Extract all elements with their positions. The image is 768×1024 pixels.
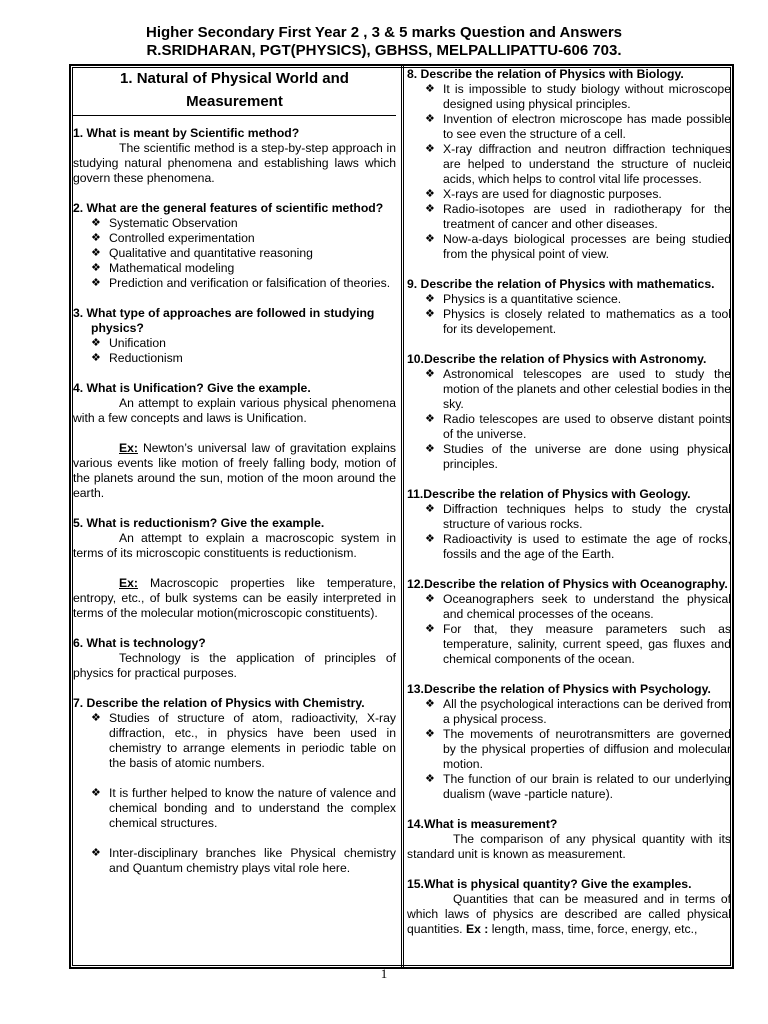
mathematics-list bbox=[407, 292, 731, 337]
right-column bbox=[407, 67, 731, 937]
psychology-list bbox=[407, 697, 731, 802]
bullet-icon: ❖ bbox=[425, 773, 435, 785]
list-item: ❖ Reductionism bbox=[91, 351, 183, 365]
bullet-icon: ❖ bbox=[425, 293, 435, 305]
bullet-icon: ❖ bbox=[425, 728, 435, 740]
list-item: ❖ X-rays are used for diagnostic purposes. bbox=[425, 187, 662, 201]
document-header-title: Higher Secondary First Year 2 , 3 & 5 marks Question and Answers bbox=[145, 24, 622, 41]
answer-14: The comparison of any physical quantity with its standard unit is known as measurement. bbox=[407, 832, 731, 861]
question-11: 11.Describe the relation of Physics with Geology. bbox=[407, 487, 691, 501]
chapter-title: 1. Natural of Physical World and Measurement bbox=[73, 67, 396, 116]
bullet-icon: ❖ bbox=[91, 232, 101, 244]
question-5: 5. What is reductionism? Give the example. bbox=[73, 516, 325, 530]
list-item: ❖ It is impossible to study biology without microscope designed using physical principles. bbox=[425, 82, 731, 111]
list-item: ❖ Studies of structure of atom, radioactivity, X-ray diffraction, etc., in physics have been used in chemistry to arrange elements in periodic table on the basis of atomic numbers. bbox=[91, 711, 396, 770]
bullet-icon: ❖ bbox=[91, 337, 101, 349]
question-6: 6. What is technology? bbox=[73, 636, 206, 650]
list-item: ❖ Prediction and verification or falsification of theories. bbox=[91, 276, 391, 290]
bullet-icon: ❖ bbox=[425, 533, 435, 545]
list-item: ❖ X-ray diffraction and neutron diffraction techniques are helped to understand the structure of nucleic acids, which helps to control vital life processes. bbox=[425, 142, 731, 186]
left-column bbox=[73, 67, 396, 876]
question-3: 3. What type of approaches are followed in studying bbox=[73, 306, 375, 320]
question-3-cont: physics? bbox=[91, 321, 144, 335]
bullet-icon: ❖ bbox=[91, 262, 101, 274]
geology-list bbox=[407, 502, 731, 562]
question-10: 10.Describe the relation of Physics with Astronomy. bbox=[407, 352, 707, 366]
list-item: ❖ The movements of neurotransmitters are governed by the physical properties of diffusion and molecular motion. bbox=[425, 727, 731, 771]
list-item: ❖ Physics is a quantitative science. bbox=[425, 292, 622, 306]
bullet-icon: ❖ bbox=[425, 233, 435, 245]
bullet-icon: ❖ bbox=[425, 83, 435, 95]
answer-6: Technology is the application of principles of physics for practical purposes. bbox=[73, 651, 396, 680]
answer-5: An attempt to explain a macroscopic system in terms of its microscopic constituents is reductionism. bbox=[73, 531, 396, 560]
question-1: 1. What is meant by Scientific method? bbox=[73, 126, 300, 140]
column-divider bbox=[401, 65, 404, 968]
list-item: ❖ The function of our brain is related to our underlying dualism (wave -particle nature). bbox=[425, 772, 731, 801]
answer-15: Quantities that can be measured and in terms of which laws of physics are described are called physical quantities. Ex : length, mass, time, force, energy, etc., bbox=[407, 892, 731, 936]
list-item: ❖ Diffraction techniques helps to study the crystal structure of various rocks. bbox=[425, 502, 731, 531]
bullet-icon: ❖ bbox=[425, 308, 435, 320]
list-item: ❖ Physics is closely related to mathematics as a tool for its developement. bbox=[425, 307, 731, 336]
question-15: 15.What is physical quantity? Give the examples. bbox=[407, 877, 692, 891]
bullet-icon: ❖ bbox=[91, 352, 101, 364]
question-4: 4. What is Unification? Give the example. bbox=[73, 381, 311, 395]
bullet-icon: ❖ bbox=[425, 188, 435, 200]
list-item: ❖ Now-a-days biological processes are being studied from the physical point of view. bbox=[425, 232, 731, 261]
list-item: ❖ Radio-isotopes are used in radiotherapy for the treatment of cancer and other diseases. bbox=[425, 202, 731, 231]
list-item: ❖ Radioactivity is used to estimate the age of rocks, fossils and the age of the Earth. bbox=[425, 532, 731, 561]
chemistry-list bbox=[73, 711, 396, 876]
example-4: Ex: Newton’s universal law of gravitation explains various events like motion of freely falling body, motion of the planets around the sun, motion of the moon around the earth. bbox=[73, 441, 396, 500]
bullet-icon: ❖ bbox=[91, 217, 101, 229]
list-item: ❖ Systematic Observation bbox=[91, 216, 238, 230]
bullet-icon: ❖ bbox=[425, 698, 435, 710]
list-item: ❖ Radio telescopes are used to observe distant points of the universe. bbox=[425, 412, 731, 441]
list-item: ❖ Mathematical modeling bbox=[91, 261, 235, 275]
bullet-icon: ❖ bbox=[425, 593, 435, 605]
bullet-icon: ❖ bbox=[425, 203, 435, 215]
approaches-list bbox=[73, 336, 396, 366]
list-item: ❖ Studies of the universe are done using physical principles. bbox=[425, 442, 731, 471]
list-item: ❖ For that, they measure parameters such as temperature, salinity, current speed, gas fluxes and chemical components of the ocean. bbox=[425, 622, 731, 666]
list-item: ❖ All the psychological interactions can be derived from a physical process. bbox=[425, 697, 731, 726]
biology-list bbox=[407, 82, 731, 262]
question-7: 7. Describe the relation of Physics with Chemistry. bbox=[73, 696, 365, 710]
list-item: ❖ Qualitative and quantitative reasoning bbox=[91, 246, 313, 260]
bullet-icon: ❖ bbox=[91, 247, 101, 259]
list-item: ❖ Astronomical telescopes are used to study the motion of the planets and other celestial bodies in the sky. bbox=[425, 367, 731, 411]
list-item: ❖ It is further helped to know the nature of valence and chemical bonding and to understand the complex chemical structures. bbox=[91, 786, 396, 830]
bullet-icon: ❖ bbox=[425, 413, 435, 425]
bullet-icon: ❖ bbox=[91, 277, 101, 289]
question-8: 8. Describe the relation of Physics with Biology. bbox=[407, 67, 684, 81]
bullet-icon: ❖ bbox=[425, 623, 435, 635]
answer-4: An attempt to explain various physical phenomena with a few concepts and laws is Unification. bbox=[73, 396, 396, 425]
bullet-icon: ❖ bbox=[425, 503, 435, 515]
answer-1: The scientific method is a step-by-step approach in studying natural phenomena and establishing laws which govern these phenomena. bbox=[73, 141, 396, 185]
features-list bbox=[73, 216, 396, 291]
list-item: ❖ Invention of electron microscope has made possible to see even the structure of a cell. bbox=[425, 112, 731, 141]
question-12: 12.Describe the relation of Physics with Oceanography. bbox=[407, 577, 728, 591]
question-14: 14.What is measurement? bbox=[407, 817, 558, 831]
bullet-icon: ❖ bbox=[91, 847, 101, 859]
list-item: ❖ Unification bbox=[91, 336, 166, 350]
question-13: 13.Describe the relation of Physics with Psychology. bbox=[407, 682, 711, 696]
bullet-icon: ❖ bbox=[425, 443, 435, 455]
bullet-icon: ❖ bbox=[425, 368, 435, 380]
list-item: ❖ Oceanographers seek to understand the physical and chemical processes of the oceans. bbox=[425, 592, 731, 621]
oceanography-list bbox=[407, 592, 731, 667]
astronomy-list bbox=[407, 367, 731, 472]
question-2: 2. What are the general features of scientific method? bbox=[73, 201, 384, 215]
list-item: ❖ Inter-disciplinary branches like Physical chemistry and Quantum chemistry plays vital role here. bbox=[91, 846, 396, 875]
page-number: 1 bbox=[380, 966, 388, 981]
bullet-icon: ❖ bbox=[91, 712, 101, 724]
list-item: ❖ Controlled experimentation bbox=[91, 231, 255, 245]
example-5: Ex: Macroscopic properties like temperature, entropy, etc., of bulk systems can be easily interpreted in terms of the molecular motion(microscopic constituents). bbox=[73, 576, 396, 620]
document-header-author: R.SRIDHARAN, PGT(PHYSICS), GBHSS, MELPALLIPATTU-606 703. bbox=[146, 42, 622, 59]
bullet-icon: ❖ bbox=[425, 113, 435, 125]
bullet-icon: ❖ bbox=[425, 143, 435, 155]
question-9: 9. Describe the relation of Physics with mathematics. bbox=[407, 277, 715, 291]
bullet-icon: ❖ bbox=[91, 787, 101, 799]
